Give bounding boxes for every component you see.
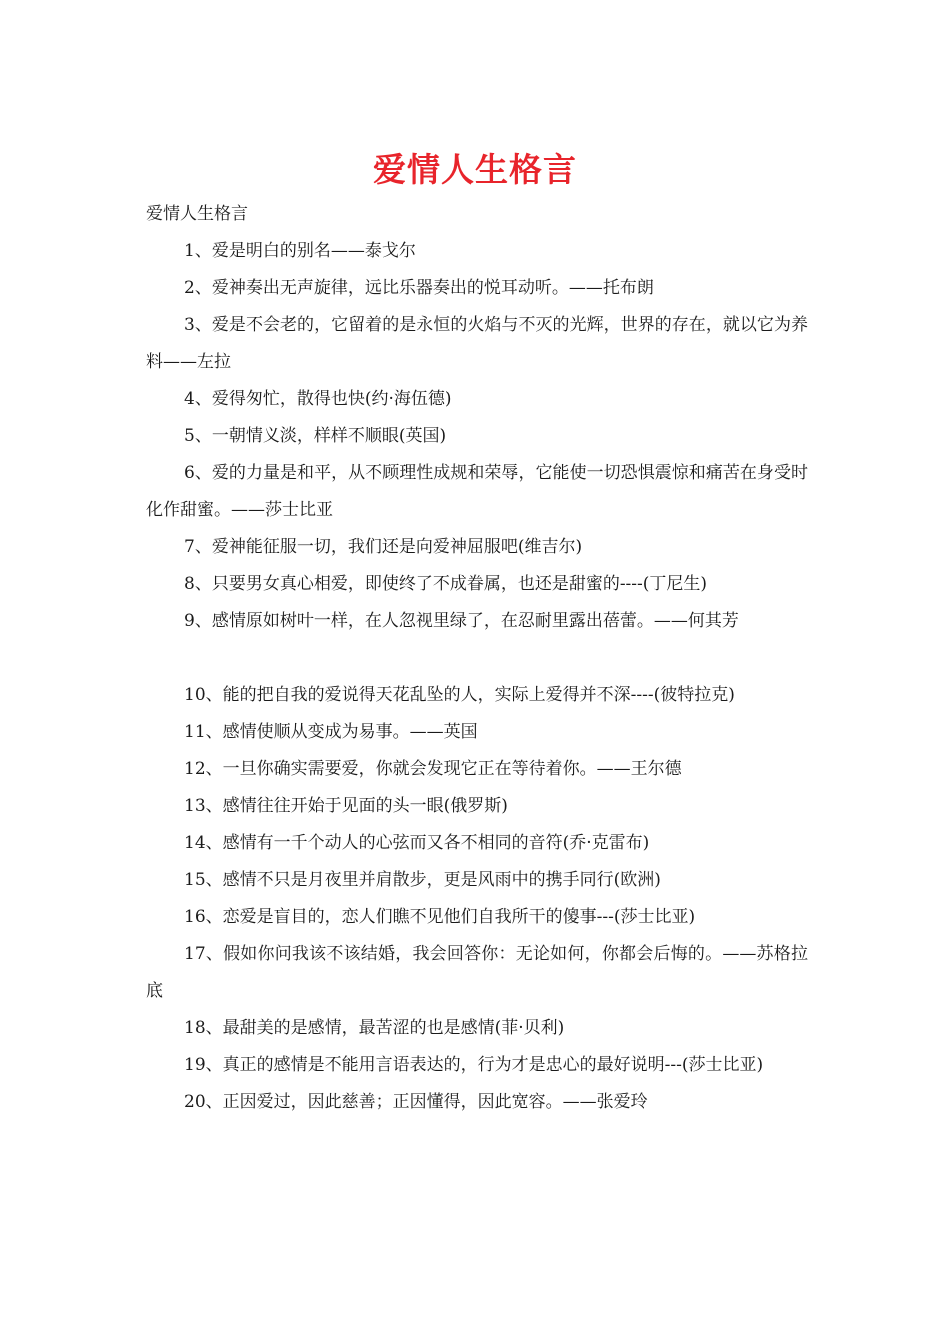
quote-item: 13、感情往往开始于见面的头一眼(俄罗斯)	[184, 796, 508, 816]
quote-item: 6、爱的力量是和平，从不顾理性成规和荣辱，它能使一切恐惧震惊和痛苦在身受时化作甜蜜。——莎士比亚	[146, 463, 808, 520]
quote-item: 9、感情原如树叶一样，在人忽视里绿了，在忍耐里露出蓓蕾。——何其芳	[184, 611, 739, 631]
quote-item: 20、正因爱过，因此慈善；正因懂得，因此宽容。——张爱玲	[184, 1092, 648, 1112]
quote-item: 7、爱神能征服一切，我们还是向爱神屈服吧(维吉尔)	[184, 537, 583, 557]
quote-item: 5、一朝情义淡，样样不顺眼(英国)	[184, 426, 447, 446]
quote-item: 10、能的把自我的爱说得天花乱坠的人，实际上爱得并不深----(彼特拉克)	[184, 685, 735, 705]
quote-item: 11、感情使顺从变成为易事。——英国	[184, 722, 478, 742]
quote-item: 14、感情有一千个动人的心弦而又各不相同的音符(乔·克雷布)	[184, 833, 650, 853]
paragraph-gap	[146, 640, 808, 677]
quote-item: 2、爱神奏出无声旋律，远比乐器奏出的悦耳动听。——托布朗	[184, 278, 654, 298]
quote-item: 15、感情不只是月夜里并肩散步，更是风雨中的携手同行(欧洲)	[184, 870, 661, 890]
document-body	[146, 196, 808, 1121]
quote-item: 4、爱得匆忙，散得也快(约·海伍德)	[184, 389, 452, 409]
quote-item: 12、一旦你确实需要爱，你就会发现它正在等待着你。——王尔德	[184, 759, 682, 779]
quote-item: 18、最甜美的是感情，最苦涩的也是感情(菲·贝利)	[184, 1018, 565, 1038]
quote-item: 19、真正的感情是不能用言语表达的，行为才是忠心的最好说明---(莎士比亚)	[184, 1055, 764, 1075]
section-heading: 爱情人生格言	[146, 204, 248, 224]
page-title: 爱情人生格言	[373, 150, 577, 189]
quote-item: 8、只要男女真心相爱，即使终了不成眷属，也还是甜蜜的----(丁尼生)	[184, 574, 708, 594]
quote-item: 16、恋爱是盲目的，恋人们瞧不见他们自我所干的傻事---(莎士比亚)	[184, 907, 696, 927]
quote-item: 1、爱是明白的别名——泰戈尔	[184, 241, 416, 261]
quote-item: 17、假如你问我该不该结婚，我会回答你：无论如何，你都会后悔的。——苏格拉底	[146, 944, 808, 1001]
quote-item: 3、爱是不会老的，它留着的是永恒的火焰与不灭的光辉，世界的存在，就以它为养料——左拉	[146, 315, 808, 372]
